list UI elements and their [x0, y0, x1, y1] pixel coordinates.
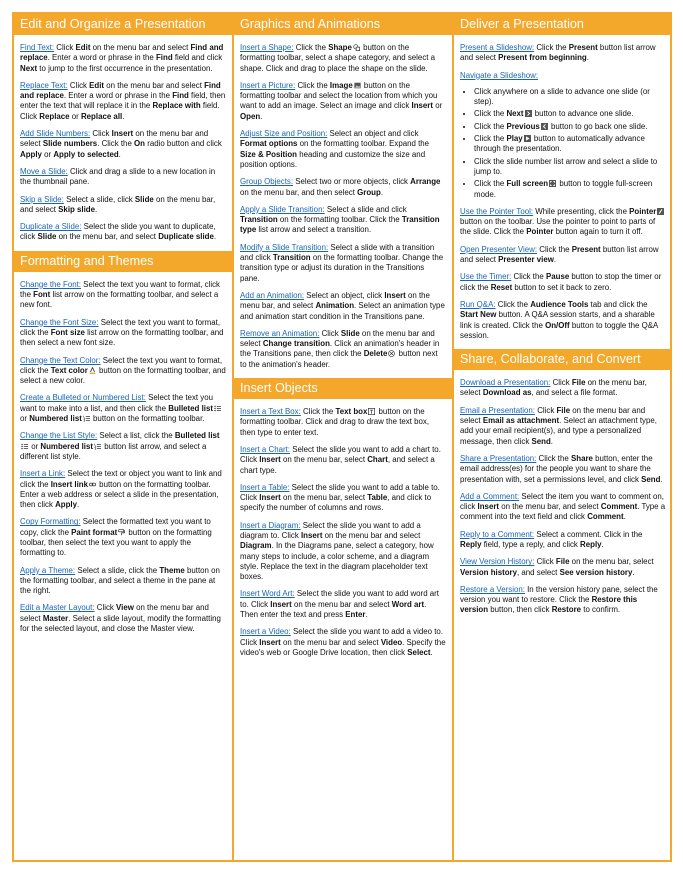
section-format — [14, 280, 232, 635]
link-navigate-slideshow[interactable]: Navigate a Slideshow: — [460, 70, 539, 80]
topic-change-font-size: Change the Font Size: Select the text you want to format, click the Font size list arrow on the formatting toolbar, and then select a new font size. — [20, 317, 224, 348]
link-add-slide-numbers[interactable]: Add Slide Numbers: — [20, 129, 91, 139]
topic-download: Download a Presentation: Click File on the menu bar, select Download as, and select a file format. — [460, 378, 647, 398]
link-email[interactable]: Email a Presentation: — [460, 405, 535, 415]
link-share[interactable]: Share a Presentation: — [460, 453, 537, 463]
topic-use-timer: Use the Timer: Click the Pause button to stop the timer or click the Reset button to set it back to zero. — [460, 272, 662, 292]
list-item: • Click the slide number list arrow and select a slide to jump to. — [474, 157, 666, 178]
link-remove-animation[interactable]: Remove an Animation: — [240, 328, 320, 338]
link-change-font[interactable]: Change the Font: — [20, 279, 81, 289]
topic-change-font: Change the Font: Select the text you want to format, click the Font list arrow on the formatting toolbar, and select a new font. — [20, 279, 221, 310]
topic-navigate-slideshow — [460, 71, 666, 81]
bulleted-list-icon — [21, 443, 28, 450]
play-icon — [524, 135, 531, 142]
topic-insert-word-art: Insert Word Art: Select the slide you want to add word art to. Click Insert on the menu bar and select Word art. Then enter the text and press Enter. — [240, 589, 439, 620]
link-edit-master-layout[interactable]: Edit a Master Layout: — [20, 603, 95, 613]
section-insert — [234, 407, 452, 658]
topic-add-animation: Add an Animation: Select an object, click Insert on the menu bar, and select Animation. Select an animation type and animation start condition in the Transitions pane. — [240, 290, 445, 321]
link-add-comment[interactable]: Add a Comment: — [460, 491, 520, 501]
topic-insert-picture: Insert a Picture: Click the Image button on the formatting toolbar and select the location from which you want to add an image. Select an image and click Insert or Open. — [240, 80, 443, 121]
link-use-timer[interactable]: Use the Timer: — [460, 272, 512, 282]
topic-modify-transition: Modify a Slide Transition: Select a slide with a transition and click Transition on the formatting toolbar. Change the transition type or adjust its duration in the Transitions pane. — [240, 242, 444, 283]
link-restore-version[interactable]: Restore a Version: — [460, 584, 525, 594]
topic-change-list-style: Change the List Style: Select a list, click the Bulleted list or Numbered list button list arrow, and select a different list style. — [20, 431, 220, 461]
link-add-animation[interactable]: Add an Animation: — [240, 290, 305, 300]
topic-insert-link: Insert a Link: Select the text or object you want to link and click the Insert link button on the formatting toolbar. Enter a web address or select a slide in the presentation, then click Apply. — [20, 469, 222, 510]
shape-icon — [353, 44, 360, 51]
topic-apply-theme: Apply a Theme: Select a slide, click the Theme button on the formatting toolbar, and select a theme in the pane at the right. — [20, 565, 220, 596]
link-move-slide[interactable]: Move a Slide: — [20, 166, 68, 176]
link-pointer-tool[interactable]: Use the Pointer Tool: — [460, 206, 534, 216]
topic-version-history: View Version History: Click File on the menu bar, select Version history, and select See version history. — [460, 557, 654, 577]
link-insert-link[interactable]: Insert a Link: — [20, 469, 66, 479]
link-apply-theme[interactable]: Apply a Theme: — [20, 565, 76, 575]
quick-reference-card — [12, 12, 672, 862]
link-modify-transition[interactable]: Modify a Slide Transition: — [240, 242, 329, 252]
section-header-deliver: Deliver a Presentation — [454, 14, 672, 35]
column-3 — [454, 14, 672, 860]
link-reply-comment[interactable]: Reply to a Comment: — [460, 529, 535, 539]
link-change-font-size[interactable]: Change the Font Size: — [20, 317, 99, 327]
link-insert-shape[interactable]: Insert a Shape: — [240, 43, 294, 52]
numbered-list-icon — [83, 415, 90, 422]
topic-present-slideshow: Present a Slideshow: Click the Present button list arrow and select Present from beginning. — [460, 43, 656, 63]
section-edit — [14, 43, 232, 243]
topic-adjust-size: Adjust Size and Position: Select an object and click Format options on the formatting toolbar. Expand the Size & Position heading and customize the size and position options. — [240, 129, 430, 169]
column-1 — [14, 14, 232, 860]
link-adjust-size[interactable]: Adjust Size and Position: — [240, 129, 328, 139]
full-screen-icon — [549, 180, 556, 187]
topic-move-slide: Move a Slide: Click and drag a slide to a new location in the thumbnail pane. — [20, 166, 216, 187]
topic-insert-diagram: Insert a Diagram: Select the slide you want to add a diagram to. Click Insert on the menu bar and select Diagram. In the Diagrams pane, select a category, how many steps to include, a color scheme, and a diagram style. Replace the text in the diagram placeholder text boxes. — [240, 520, 434, 582]
column-2 — [234, 14, 452, 860]
link-insert-chart[interactable]: Insert a Chart: — [240, 444, 290, 454]
link-insert-word-art[interactable]: Insert Word Art: — [240, 589, 295, 599]
topic-copy-formatting: Copy Formatting: Select the formatted text you want to copy, click the Paint format button on the formatting toolbar, then select the text you want to apply the formatting to. — [20, 517, 212, 558]
link-replace-text[interactable]: Replace Text: — [20, 80, 68, 90]
topic-skip-slide: Skip a Slide: Select a slide, click Slide on the menu bar, and select Skip slide. — [20, 194, 216, 214]
topic-run-qa: Run Q&A: Click the Audience Tools tab and click the Start New button. A Q&A session starts, and a sharable link is created. Click the On/Off button to toggle the Q&A session. — [460, 299, 658, 340]
topic-replace-text: Replace Text: Click Edit on the menu bar and select Find and replace. Enter a word or phrase in the Find field, then enter the text that will replace it in the Replace with field. Click Replace or Replace all. — [20, 80, 226, 121]
text-box-icon — [368, 408, 375, 415]
list-item: • Click the Full screen button to toggle full-screen mode. — [474, 179, 666, 200]
topic-restore-version: Restore a Version: In the version history pane, select the version you want to restore. Click the Restore this version button, then click Restore to confirm. — [460, 584, 658, 615]
topic-insert-table: Insert a Table: Select the slide you want to add a table to. Click Insert on the menu bar, select Table, and click to specify the number of columns and rows. — [240, 482, 440, 513]
topic-apply-transition: Apply a Slide Transition: Select a slide and click Transition on the formatting toolbar. Click the Transition type list arrow and select a transition. — [240, 204, 440, 235]
link-present-slideshow[interactable]: Present a Slideshow: — [460, 43, 535, 52]
link-create-list[interactable]: Create a Bulleted or Numbered List: — [20, 393, 146, 403]
topic-reply-comment: Reply to a Comment: Select a comment. Click in the Reply field, type a reply, and click Reply. — [460, 529, 643, 549]
link-insert-diagram[interactable]: Insert a Diagram: — [240, 520, 301, 530]
topic-remove-animation: Remove an Animation: Click Slide on the menu bar and select Change transition. Click an animation's header in the Transitions pane, then click the Delete button next to the animation's header. — [240, 328, 440, 369]
topic-insert-shape: Insert a Shape: Click the Shape button on the formatting toolbar, select a shape category, and select a shape. Click and drag to place the shape on the slide. — [240, 43, 436, 73]
topic-presenter-view: Open Presenter View: Click the Present button list arrow and select Presenter view. — [460, 244, 659, 265]
section-header-graphics: Graphics and Animations — [234, 14, 452, 35]
link-apply-transition[interactable]: Apply a Slide Transition: — [240, 204, 325, 214]
link-insert-picture[interactable]: Insert a Picture: — [240, 80, 296, 90]
list-item: • Click anywhere on a slide to advance one slide (or step). — [474, 87, 666, 108]
link-insert-video[interactable]: Insert a Video: — [240, 627, 291, 637]
list-item: • Click the Previous button to go back one slide. — [474, 122, 666, 132]
topic-add-slide-numbers: Add Slide Numbers: Click Insert on the menu bar and select Slide numbers. Click the On radio button and click Apply or Apply to selected. — [20, 129, 222, 159]
list-item: • Click the Next button to advance one slide. — [474, 109, 666, 119]
previous-icon — [541, 123, 548, 130]
next-icon — [525, 110, 532, 117]
topic-add-comment: Add a Comment: Select the item you want to comment on, click Insert on the menu bar, and select Comment. Type a comment into the text field and click Comment. — [460, 491, 666, 522]
text-color-icon — [89, 367, 96, 374]
section-header-edit: Edit and Organize a Presentation — [14, 14, 232, 35]
topic-insert-text-box: Insert a Text Box: Click the Text box button on the formatting toolbar. Click and drag to draw the text box, then type to enter text. — [240, 407, 430, 437]
delete-icon — [388, 350, 395, 357]
link-insert-table[interactable]: Insert a Table: — [240, 482, 290, 492]
link-change-list-style[interactable]: Change the List Style: — [20, 431, 98, 441]
link-copy-formatting[interactable]: Copy Formatting: — [20, 517, 81, 527]
paint-format-icon — [118, 529, 125, 536]
topic-email: Email a Presentation: Click File on the menu bar and select Email as attachment. Select an attachment type, add your email recipient(s), and type a personalized message, then click Send. — [460, 405, 657, 446]
link-group-objects[interactable]: Group Objects: — [240, 177, 294, 187]
list-item: • Click the Play button to automatically advance through the presentation. — [474, 134, 666, 155]
link-icon — [89, 481, 96, 488]
bulleted-list-icon — [214, 405, 221, 412]
image-icon — [354, 82, 361, 89]
pointer-icon — [657, 208, 664, 215]
topic-change-text-color: Change the Text Color: Select the text you want to format, click the Text color button on the formatting toolbar, and select a new color. — [20, 355, 226, 386]
section-graphics — [234, 43, 452, 370]
topic-share: Share a Presentation: Click the Share button, enter the email address(es) for the people you want to share the presentation with, set a permissions level, and click Send. — [460, 453, 663, 484]
topic-duplicate-slide: Duplicate a Slide: Select the slide you want to duplicate, click Slide on the menu bar, and select Duplicate slide. — [20, 222, 217, 242]
link-find-text[interactable]: Find Text: — [20, 43, 55, 52]
link-presenter-view[interactable]: Open Presenter View: — [460, 244, 538, 254]
section-header-share: Share, Collaborate, and Convert — [454, 349, 672, 370]
section-header-format: Formatting and Themes — [14, 251, 232, 272]
link-download[interactable]: Download a Presentation: — [460, 378, 551, 388]
link-change-text-color[interactable]: Change the Text Color: — [20, 355, 101, 365]
topic-group-objects: Group Objects: Select two or more objects, click Arrange on the menu bar, and then select Group. — [240, 177, 441, 197]
topic-create-list: Create a Bulleted or Numbered List: Select the text you want to make into a list, and then click the Bulleted list or Numbered list button on the formatting toolbar. — [20, 393, 226, 424]
link-skip-slide[interactable]: Skip a Slide: — [20, 194, 64, 204]
section-deliver — [454, 43, 672, 341]
topic-insert-video: Insert a Video: Select the slide you want to add a video to. Click Insert on the menu bar and select Video. Specify the video's web or Google Drive location, then click Select. — [240, 627, 446, 657]
topic-pointer-tool: Use the Pointer Tool: While presenting, click the Pointer button on the toolbar. Use the pointer to point to parts of the slide. Click the Pointer button again to turn it off. — [460, 207, 666, 238]
topic-edit-master-layout: Edit a Master Layout: Click View on the menu bar and select Master. Select a slide layout, modify the formatting for the selected layout, and close the Master view. — [20, 603, 221, 634]
link-version-history[interactable]: View Version History: — [460, 557, 535, 567]
topic-insert-chart: Insert a Chart: Select the slide you want to add a chart to. Click Insert on the menu bar, select Chart, and select a chart type. — [240, 444, 441, 475]
link-run-qa[interactable]: Run Q&A: — [460, 299, 496, 309]
section-header-insert: Insert Objects — [234, 378, 452, 399]
link-duplicate-slide[interactable]: Duplicate a Slide: — [20, 222, 82, 232]
navigate-bullet-list — [474, 87, 666, 200]
link-insert-text-box[interactable]: Insert a Text Box: — [240, 407, 301, 417]
section-share — [454, 378, 672, 616]
numbered-list-icon — [94, 443, 101, 450]
topic-find-text: Find Text: Click Edit on the menu bar and select Find and replace. Enter a word or phrase in the Find field and click Next to jump to the first occurrence in the presentation. — [20, 43, 224, 73]
